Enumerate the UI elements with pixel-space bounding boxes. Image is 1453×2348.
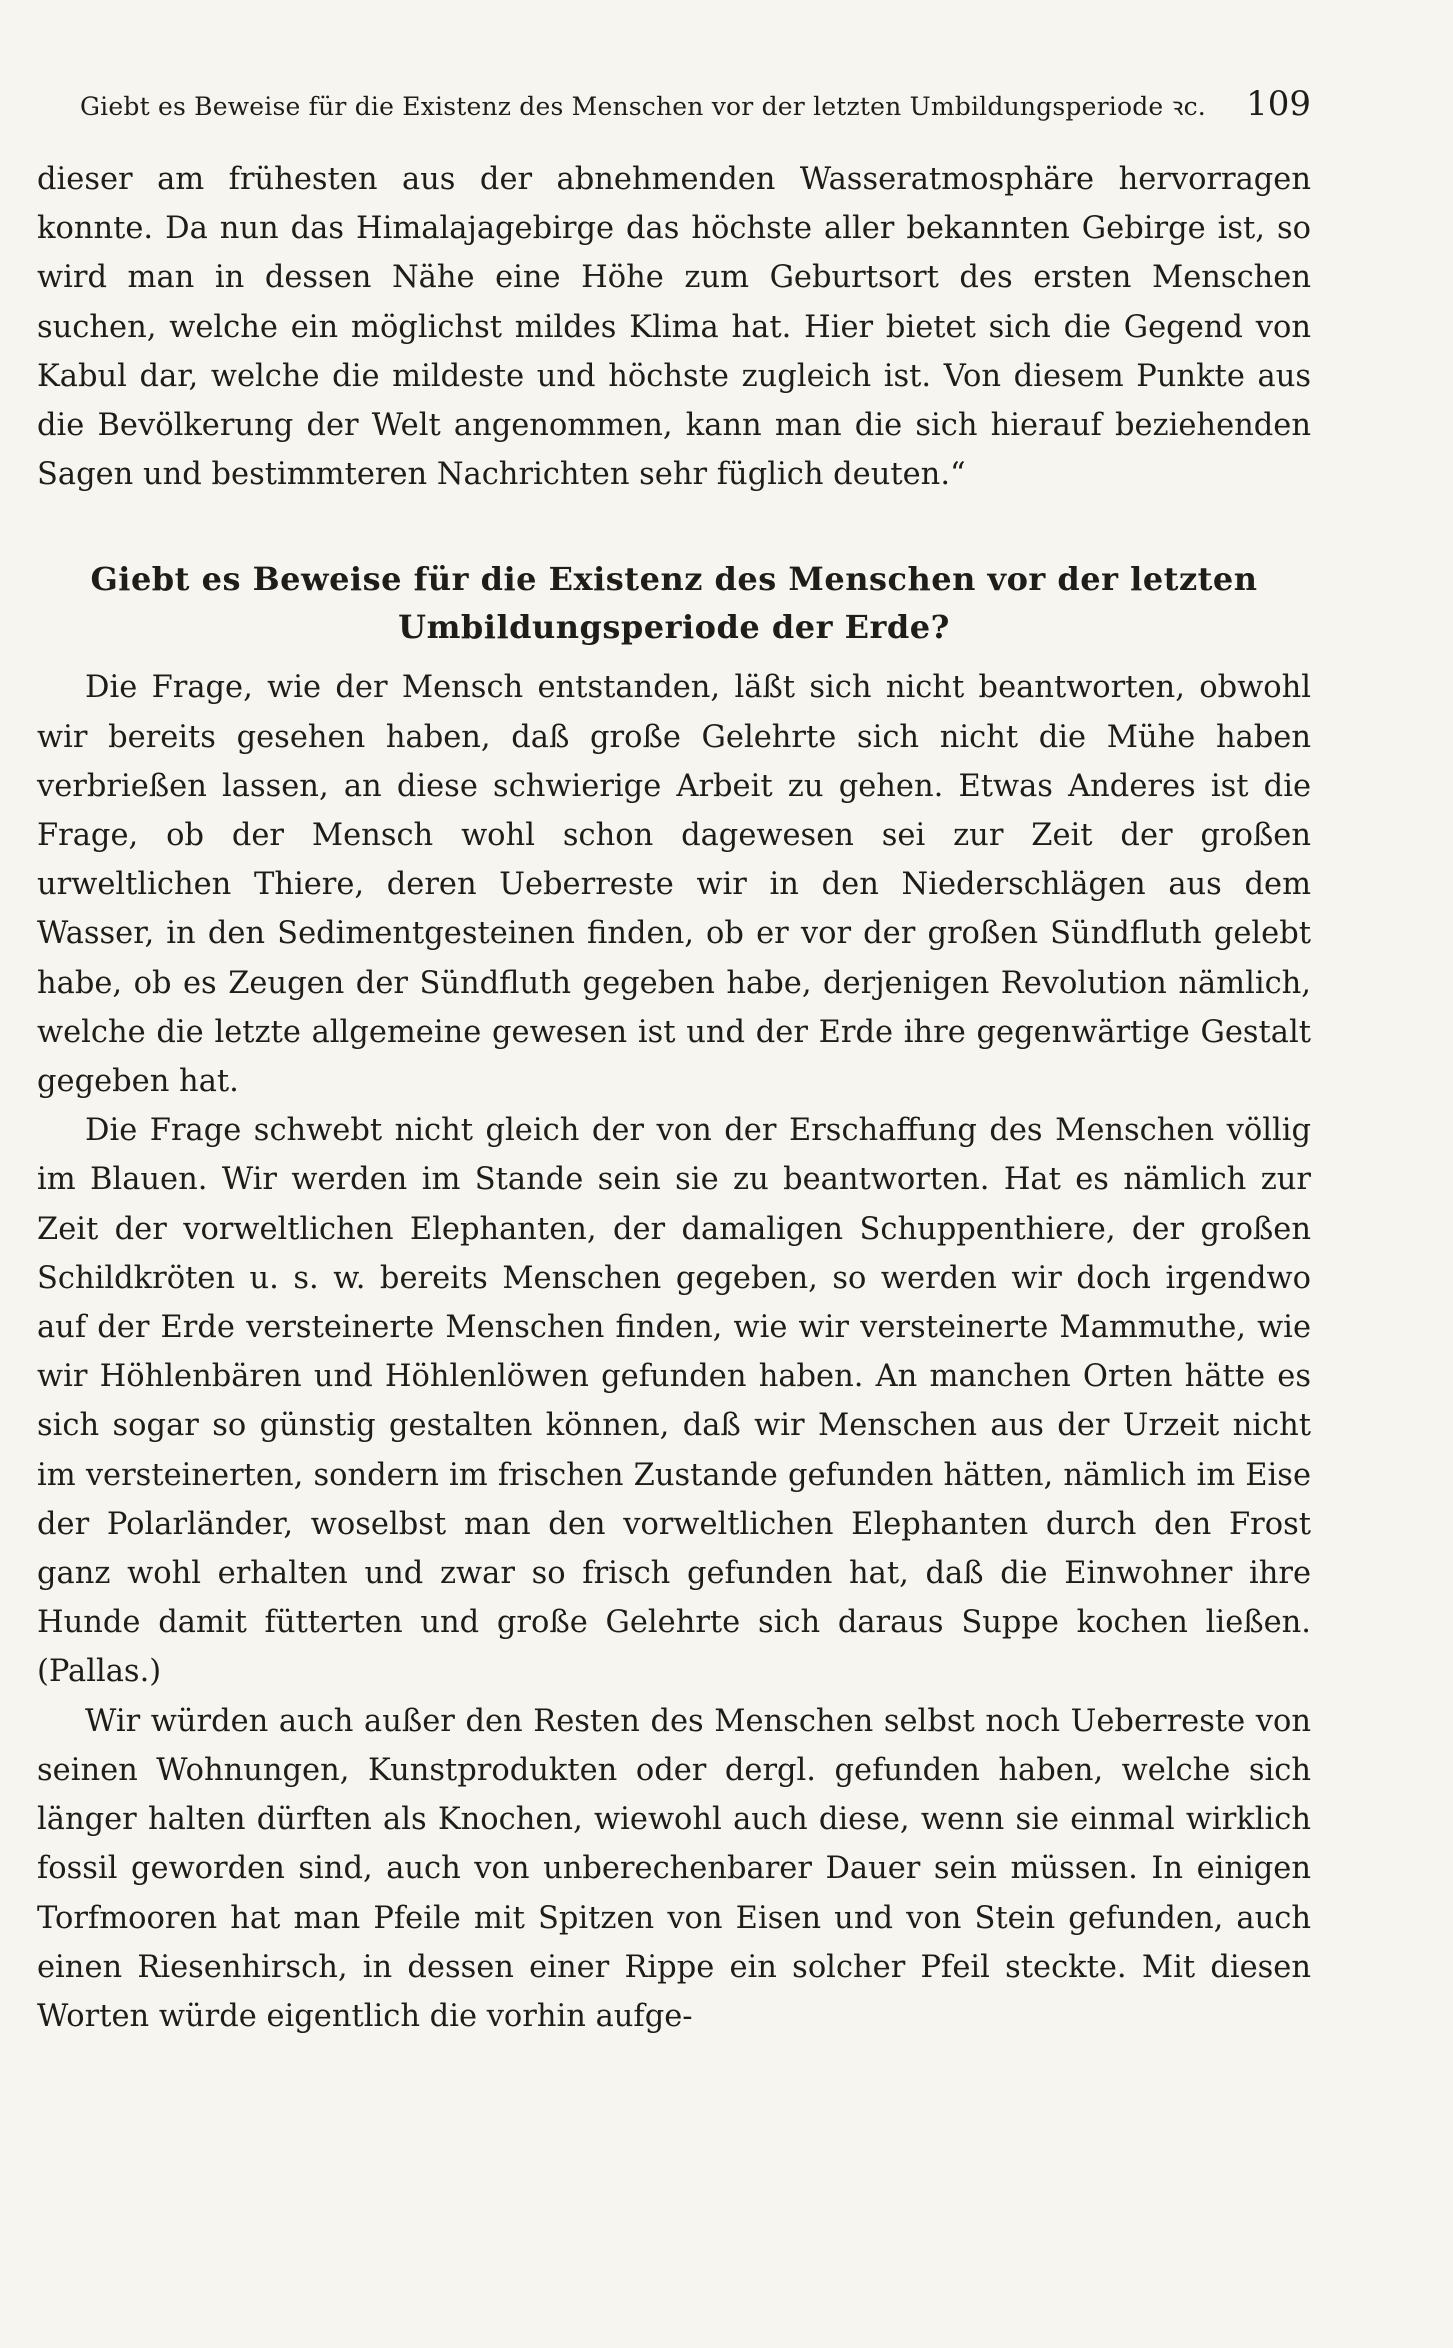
body-paragraph-2: Die Frage schwebt nicht gleich der von der Erschaffung des Menschen völlig im Blauen. Wir werden im Stande sein sie zu beantworten. Hat es nämlich zur Zeit der vorweltlichen Elephanten, der damaligen Schuppenthiere, der großen Schildkröten u. s. w. bereits Menschen gegeben, so werden wir doch irgendwo auf der Erde versteinerte Menschen finden, wie wir versteinerte Mammuthe, wie wir Höhlenbären und Höhlenlöwen gefunden haben. An manchen Orten hätte es sich sogar so günstig gestalten können, daß wir Menschen aus der Urzeit nicht im versteinerten, sondern im frischen Zustande gefunden hätten, nämlich im Eise der Polarländer, woselbst man den vorweltlichen Elephanten durch den Frost ganz wohl erhalten und zwar so frisch gefunden hat, daß die Einwohner ihre Hunde damit fütterten und große Gelehrte sich daraus Suppe kochen ließen. (Pallas.) [37,1113,1311,1690]
body-paragraph-3: Wir würden auch außer den Resten des Menschen selbst noch Ueberreste von seinen Wohnungen, Kunstprodukten oder dergl. gefunden haben, welche sich länger halten dürften als Knochen, wiewohl auch diese, wenn sie einmal wirklich fossil geworden sind, auch von unberechenbarer Dauer sein müssen. In einigen Torfmooren hat man Pfeile mit Spitzen von Eisen und von Stein gefunden, auch einen Riesenhirsch, in dessen einer Rippe ein solcher Pfeil steckte. Mit diesen Worten würde eigentlich die vorhin aufge- [37,1703,1311,2034]
section-heading [37,555,1311,651]
section-heading-line-2: Umbildungsperiode der Erde? [398,608,950,647]
running-head [80,84,1311,127]
running-head-title: Giebt es Beweise für die Existenz des Menschen vor der letzten Umbildungsperiode ꝛc. [80,92,1206,121]
body-paragraph-1: Die Frage, wie der Mensch entstanden, läßt sich nicht beantworten, obwohl wir bereits gesehen haben, daß große Gelehrte sich nicht die Mühe haben verbrießen lassen, an diese schwierige Arbeit zu gehen. Etwas Anderes ist die Frage, ob der Mensch wohl schon dagewesen sei zur Zeit der großen urweltlichen Thiere, deren Ueberreste wir in den Niederschlägen aus dem Wasser, in den Sedimentgesteinen finden, ob er vor der großen Sündfluth gelebt habe, ob es Zeugen der Sündfluth gegeben habe, derjenigen Revolution nämlich, welche die letzte allgemeine gewesen ist und der Erde ihre gegenwärtige Gestalt gegeben hat. [37,670,1311,1100]
page-number: 109 [1246,84,1311,124]
section-heading-line-1: Giebt es Beweise für die Existenz des Menschen vor der letzten [90,560,1258,599]
intro-paragraph: dieser am frühesten aus der abnehmenden Wasseratmosphäre hervorragen konnte. Da nun das Himalajagebirge das höchste aller bekannten Gebirge ist, so wird man in dessen Nähe eine Höhe zum Geburtsort des ersten Menschen suchen, welche ein möglichst mildes Klima hat. Hier bietet sich die Gegend von Kabul dar, welche die mildeste und höchste zugleich ist. Von diesem Punkte aus die Bevölkerung der Welt angenommen, kann man die sich hierauf beziehenden Sagen und bestimmteren Nachrichten sehr füglich deuten.“ [37,162,1311,493]
